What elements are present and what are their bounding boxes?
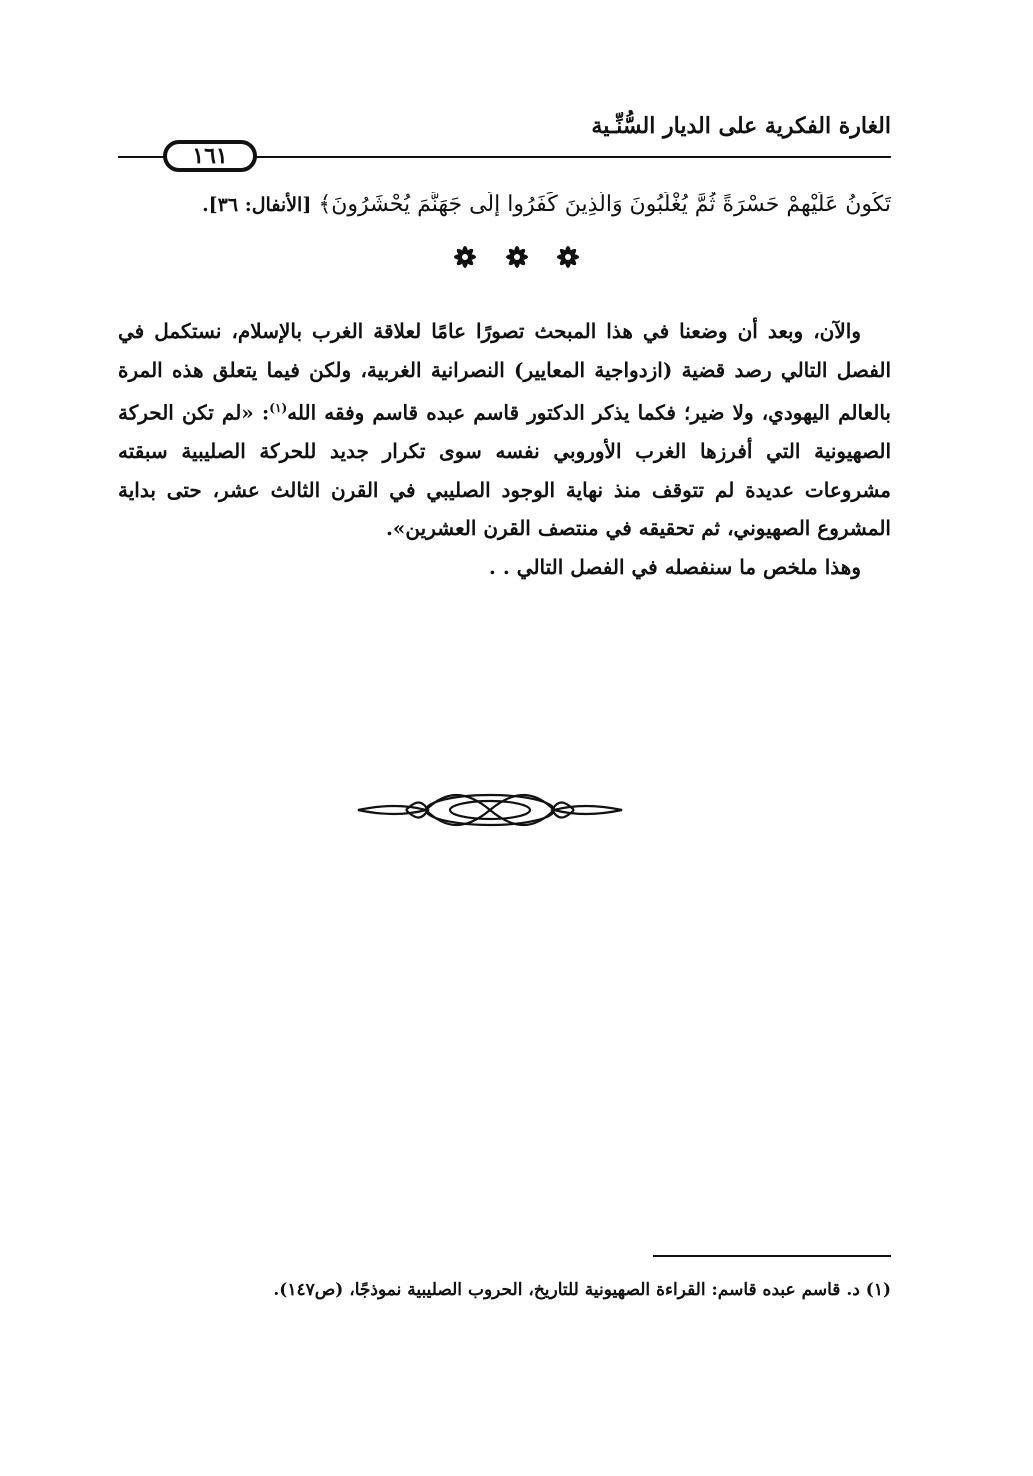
flower-star-icon [504, 244, 530, 270]
footnote-rule [653, 1255, 891, 1257]
footnote-reference[interactable]: (١) [269, 401, 288, 415]
running-header-title: الغارة الفكرية على الديار السُّنِّـية [591, 113, 891, 139]
decorative-divider-icon [356, 790, 624, 830]
paragraph-text: والآن، وبعد أن وضعنا في هذا المبحث تصورًا عامًا لعلاقة الغرب بالإسلام، نستكمل في الفصل التالي رصد قضية (ازدواجية المعايير) النصرانية الغربية، ولكن فيما يتعلق هذه المرة بالعالم اليهودي، ولا ضير؛ فكما يذكر الدكتور قاسم عبده قاسم وفقه الله [118, 319, 891, 425]
quran-verse [118, 192, 891, 217]
paragraph: وهذا ملخص ما سنفصله في الفصل التالي . . [488, 554, 861, 579]
quotation-text: : «لم تكن الحركة الصهيونية التي أفرزها الغرب الأوروبي نفسه سوى تكرار جديد للحركة الصليبية سبقته مشروعات عديدة لم تتوقف منذ نهاية الوجود الصليبي في القرن الثالث عشر، حتى بداية المشروع الصهيوني، ثم تحقيقه في منتصف القرن العشرين». [118, 400, 891, 541]
page-number-badge: ١٦١ [163, 140, 257, 172]
body-text [118, 312, 891, 586]
verse-text: تَكُونُ عَلَيْهِمْ حَسْرَةً ثُمَّ يُغْلَبُونَ وَالَّذِينَ كَفَرُوا إِلَى جَهَنَّمَ يُحْشَرُونَ﴾ [318, 192, 891, 217]
footnote: (١) د. قاسم عبده قاسم: القراءة الصهيونية للتاريخ، الحروب الصليبية نموذجًا، (ص١٤٧). [273, 1280, 891, 1300]
section-separator [0, 244, 1033, 274]
paragraph [118, 312, 891, 548]
verse-reference: [الأنفال: ٣٦]. [202, 194, 312, 216]
flower-star-icon [555, 244, 581, 270]
flower-star-icon [452, 244, 478, 270]
